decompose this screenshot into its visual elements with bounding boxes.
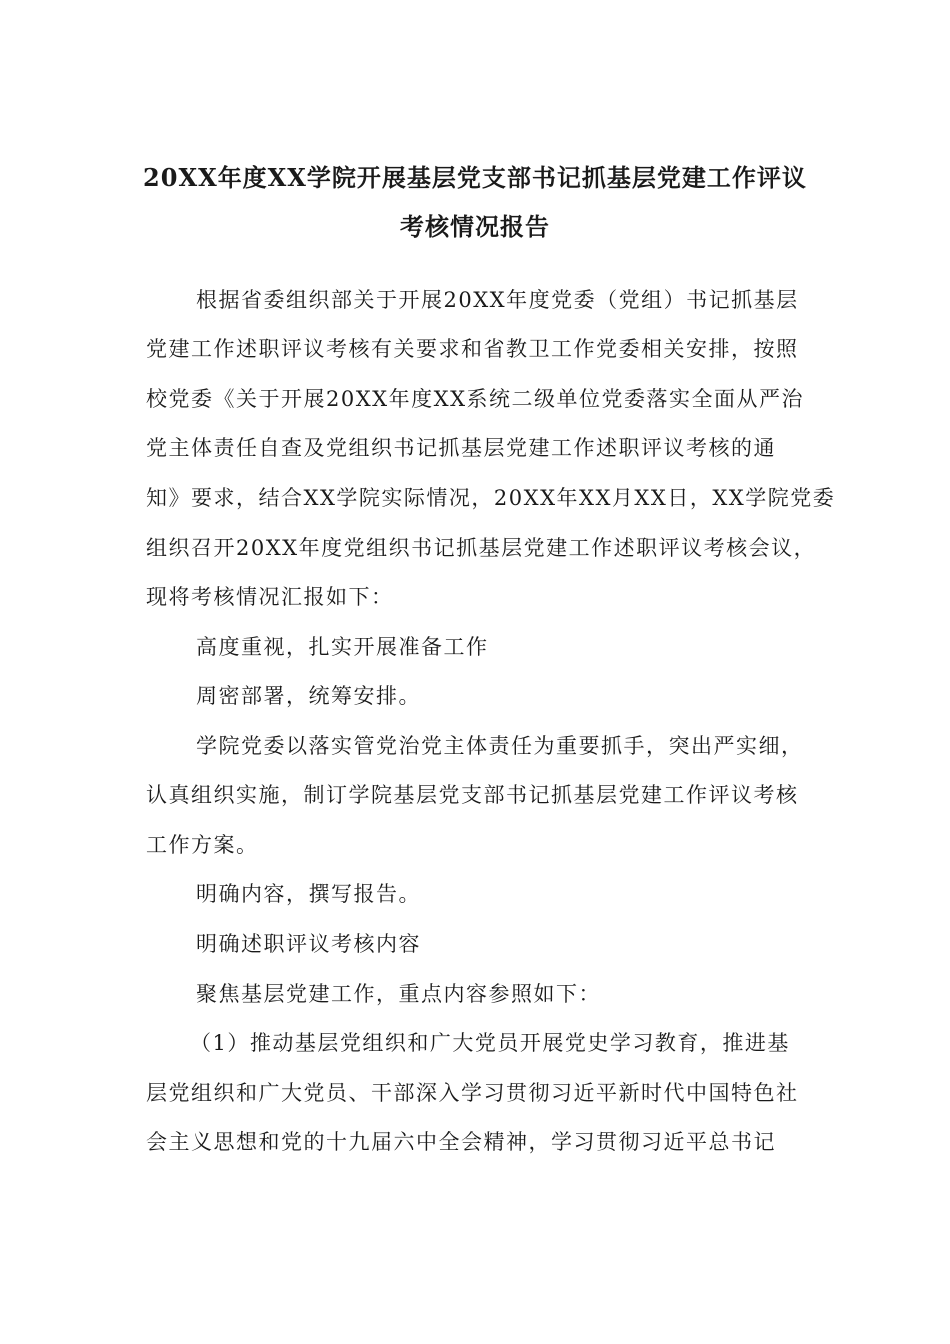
document-title-line-2: 考核情况报告 — [400, 212, 550, 241]
body-line-3: 校党委《关于开展20XX年度XX系统二级单位党委落实全面从严治 — [146, 387, 805, 411]
document-title-line-1: 20XX年度XX学院开展基层党支部书记抓基层党建工作评议 — [143, 163, 807, 192]
body-line-7: 现将考核情况汇报如下： — [146, 585, 394, 609]
body-line-11: 认真组织实施，制订学院基层党支部书记抓基层党建工作评议考核 — [146, 783, 799, 807]
body-line-15: 聚焦基层党建工作，重点内容参照如下： — [196, 982, 601, 1006]
heading-line-14: 明确述职评议考核内容 — [196, 932, 421, 956]
heading-line-8: 高度重视，扎实开展准备工作 — [196, 635, 489, 659]
body-line-10: 学院党委以落实管党治党主体责任为重要抓手，突出严实细， — [196, 734, 804, 758]
body-line-2: 党建工作述职评议考核有关要求和省教卫工作党委相关安排，按照 — [146, 337, 799, 361]
body-line-5: 知》要求，结合XX学院实际情况，20XX年XX月XX日，XX学院党委 — [146, 486, 836, 510]
body-line-4: 党主体责任自查及党组织书记抓基层党建工作述职评议考核的通 — [146, 436, 776, 460]
body-line-17: 层党组织和广大党员、干部深入学习贯彻习近平新时代中国特色社 — [146, 1081, 799, 1105]
body-line-1: 根据省委组织部关于开展20XX年度党委（党组）书记抓基层 — [196, 288, 799, 312]
body-line-18: 会主义思想和党的十九届六中全会精神，学习贯彻习近平总书记 — [146, 1130, 776, 1154]
body-line-12: 工作方案。 — [146, 833, 259, 857]
heading-line-9: 周密部署，统筹安排。 — [196, 684, 421, 708]
list-item-line-16: （1）推动基层党组织和广大党员开展党史学习教育，推进基 — [190, 1031, 790, 1055]
heading-line-13: 明确内容，撰写报告。 — [196, 882, 421, 906]
body-line-6: 组织召开20XX年度党组织书记抓基层党建工作述职评议考核会议， — [146, 536, 817, 560]
